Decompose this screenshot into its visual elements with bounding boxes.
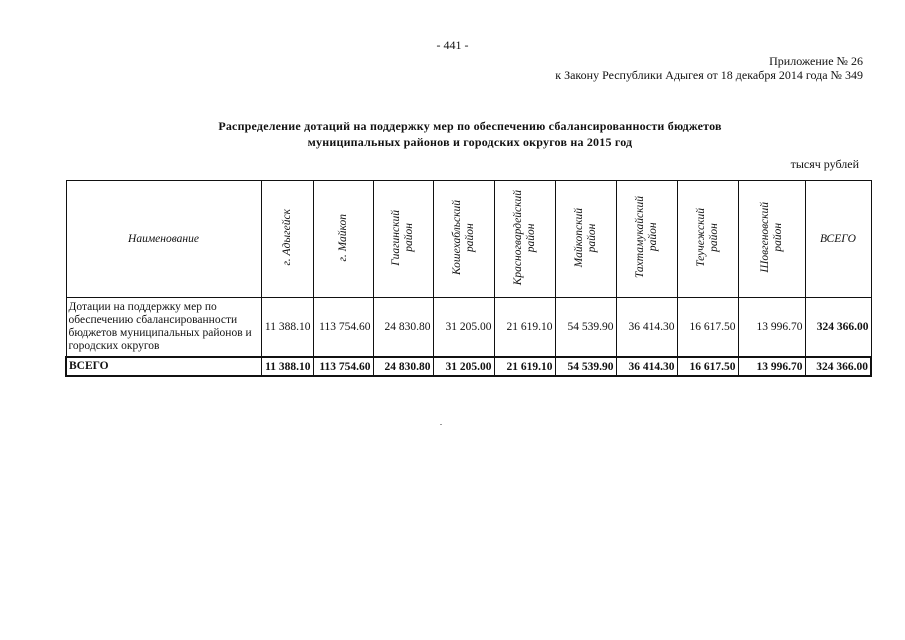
subsidy-table [65, 180, 872, 377]
table-cell: 36 414.30 [616, 357, 677, 376]
column-header-label: Красногвардейский район [511, 189, 537, 286]
column-header-label: г. Майкоп [336, 213, 349, 262]
document-title [150, 118, 790, 150]
total-row [66, 357, 871, 376]
table-cell: 16 617.50 [677, 298, 738, 358]
appendix-reference [555, 54, 863, 82]
column-header [433, 181, 494, 298]
table-cell: 24 830.80 [373, 298, 433, 358]
table-cell: 21 619.10 [494, 357, 555, 376]
column-header-label: Гиагинский район [390, 209, 415, 266]
column-header-label: Кошехабльский район [450, 199, 476, 275]
column-header [373, 181, 433, 298]
name-column-header: Наименование [66, 181, 261, 298]
table-cell: 54 539.90 [555, 298, 616, 358]
column-header-label: Теучежский район [694, 208, 720, 267]
column-header-label: Шовгеновский район [758, 202, 784, 273]
units-label: тысяч рублей [790, 157, 859, 171]
column-header [494, 181, 555, 298]
table-cell: 24 830.80 [373, 357, 433, 376]
appendix-number: Приложение № 26 [769, 54, 863, 68]
column-header [261, 181, 313, 298]
row-total-cell: 324 366.00 [805, 298, 871, 358]
column-header [738, 181, 805, 298]
table-cell: 16 617.50 [677, 357, 738, 376]
table-cell: 13 996.70 [738, 357, 805, 376]
page-number: - 441 - [436, 38, 469, 52]
table-cell: 21 619.10 [494, 298, 555, 358]
table-cell: 54 539.90 [555, 357, 616, 376]
table-cell: 13 996.70 [738, 298, 805, 358]
table-cell: 31 205.00 [433, 298, 494, 358]
table-cell: 113 754.60 [313, 298, 373, 358]
grand-total-cell: 324 366.00 [805, 357, 871, 376]
column-header-label: г. Адыгейск [280, 209, 293, 266]
table-header-row [66, 181, 871, 298]
column-header [313, 181, 373, 298]
row-label: ВСЕГО [66, 357, 261, 376]
column-header [677, 181, 738, 298]
column-header [555, 181, 616, 298]
row-label: Дотации на поддержку мер по обеспечению сбалансированности бюджетов муниципальных районов и городских округов [66, 298, 261, 358]
title-line-1: Распределение дотаций на поддержку мер по обеспечению сбалансированности бюджетов [218, 119, 722, 133]
column-header-label: Майкопский район [572, 207, 598, 268]
table-row [66, 298, 871, 358]
table-cell: 31 205.00 [433, 357, 494, 376]
scan-speck [440, 424, 442, 425]
total-column-header: ВСЕГО [805, 181, 871, 298]
column-header [616, 181, 677, 298]
title-line-2: муниципальных районов и городских округов на 2015 год [307, 135, 633, 149]
table-cell: 113 754.60 [313, 357, 373, 376]
table-cell: 36 414.30 [616, 298, 677, 358]
table-cell: 11 388.10 [261, 357, 313, 376]
table-cell: 11 388.10 [261, 298, 313, 358]
column-header-label: Тахтамукайский район [633, 196, 659, 279]
law-reference: к Закону Республики Адыгея от 18 декабря 2014 года № 349 [555, 68, 863, 82]
